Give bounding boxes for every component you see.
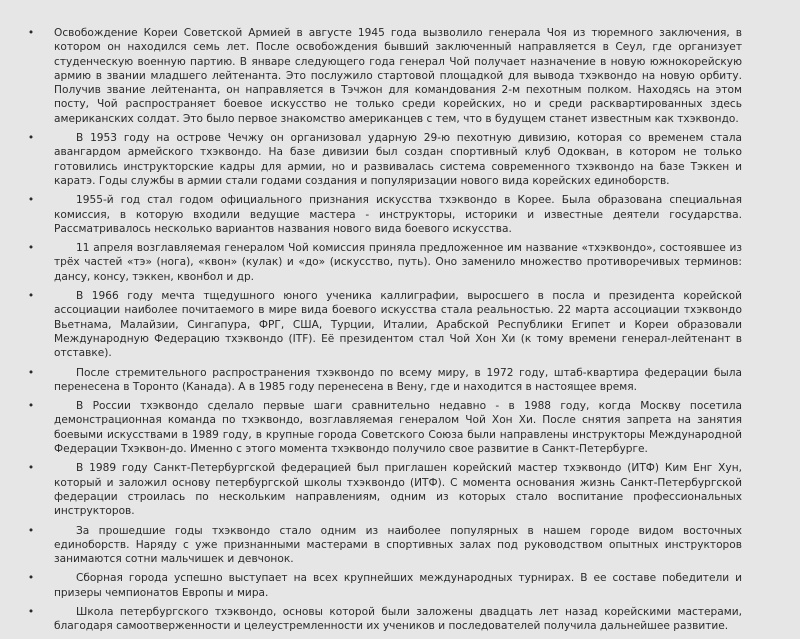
list-item [24,461,742,518]
bullet-marker: • [27,194,35,207]
list-item [24,524,742,567]
paragraph-text: В 1966 году мечта тщедушного юного ученика каллиграфии, выросшего в посла и президента корейской ассоциации наиболее почитаемого в мире вида боевого искусства стала реальностью. 22 марта ассоциации тхэквондо Вьетнама, Малайзии, Сингапура, ФРГ, США, Турции, Италии, Арабской Республики Египет и Кореи образовали Международную Федерацию тхэквондо (ITF). Её президентом стал Чой Хон Хи (к тому времени генерал-лейтенант в отставке). [54,290,742,360]
list-item [24,366,742,395]
list-item [24,131,742,188]
paragraph-text: Школа петербургского тхэквондо, основы которой были заложены двадцать лет назад корейскими мастерами, благодаря самоотверженности и целеустремленности их учеников и последователей получила дальнейшее развитие. [54,605,742,633]
list-item [24,399,742,456]
paragraph-text: За прошедшие годы тхэквондо стало одним из наиболее популярных в нашем городе видом восточных единоборств. Наряду с уже признанными мастерами в спортивных залах под руководством опытных инструкторов занимаются сотни мальчишек и девчонок. [54,524,742,566]
bullet-marker: • [27,572,35,585]
bullet-marker: • [27,290,35,303]
paragraph-text: В 1953 году на острове Чечжу он организовал ударную 29-ю пехотную дивизию, которая со временем стала авангардом армейского тхэквондо. На базе дивизии был создан спортивный клуб Одокван, в котором не только готовились инструкторские кадры для армии, но и развивалась система современного тхэквондо на базе Тэккен и каратэ. Годы службы в армии стали годами создания и популяризации нового вида корейских единоборств. [54,132,742,187]
paragraph-text: Освобождение Кореи Советской Армией в августе 1945 года вызволило генерала Чоя из тюремного заключения, в котором он находился семь лет. После освобождения бывший заключенный направляется в Сеул, где организует студенческую военную партию. В январе следующего года генерал Чой получает назначение в новую южнокорейскую армию в звании младшего лейтенанта. Это послужило стартовой площадкой для вывода тхэквондо на новую орбиту. Получив звание лейтенанта, он направляется в Тэчжон для командования 2-м пехотным полком. Находясь на этом посту, Чой распространяет боевое искусство не только среди корейских, но и среди расквартированных здесь американских солдат. Это было первое знакомство американцев с тем, что в будущем станет известным как тхэквондо. [54,27,742,125]
paragraph-text: 11 апреля возглавляемая генералом Чой комиссия приняла предложенное им название «тхэквондо», состоявшее из трёх частей «тэ» (нога), «квон» (кулак) и «до» (искусство, путь). Оно заменило множество противоречивых терминов: дансу, консу, тэккен, квонбол и др. [54,242,742,283]
list-item [24,241,742,284]
bullet-list [24,26,742,639]
paragraph-text: Сборная города успешно выступает на всех крупнейших международных турнирах. В ее составе победители и призеры чемпионатов Европы и мира. [54,572,742,599]
bullet-marker: • [27,400,35,413]
paragraph-text: 1955-й год стал годом официального признания искусства тхэквондо в Корее. Была образована специальная комиссия, в которую входили ведущие мастера - инструкторы, историки и известные деятели государства. Рассматривалось несколько вариантов названия нового вида боевого искусства. [54,194,742,235]
paragraph-text: В 1989 году Санкт-Петербургской федерацией был приглашен корейский мастер тхэквондо (ИТФ) Ким Енг Хун, который и заложил основу петербургской школы тхэквондо (ИТФ). С момента основания жизнь Санкт-Петербургской федерации строилась по нескольким направлениям, одним из которых стало воспитание профессиональных инструкторов. [54,462,742,518]
paragraph-text: После стремительного распространения тхэквондо по всему миру, в 1972 году, штаб-квартира федерации была перенесена в Торонто (Канада). А в 1985 году перенесена в Вену, где и находится в настоящее время. [54,366,742,393]
list-item [24,571,742,600]
list-item [24,26,742,126]
bullet-marker: • [27,605,35,618]
bullet-marker: • [27,27,35,39]
bullet-marker: • [27,462,35,475]
list-item [24,605,742,634]
bullet-marker: • [27,366,35,379]
list-item [24,289,742,360]
bullet-marker: • [27,524,35,537]
paragraph-text: В России тхэквондо сделало первые шаги сравнительно недавно - в 1988 году, когда Москву посетила демонстрационная команда по тхэквондо, возглавляемая генералом Чой Хон Хи. После снятия запрета на занятия боевыми искусствами в 1989 году, в крупные города Советского Союза были направлены инструкторы Международной Федерации Тхэквон-до. Именно с этого момента тхэквондо получило свое развитие в Санкт-Петербурге. [54,400,742,456]
bullet-marker: • [27,132,35,145]
list-item [24,193,742,236]
bullet-marker: • [27,242,35,255]
